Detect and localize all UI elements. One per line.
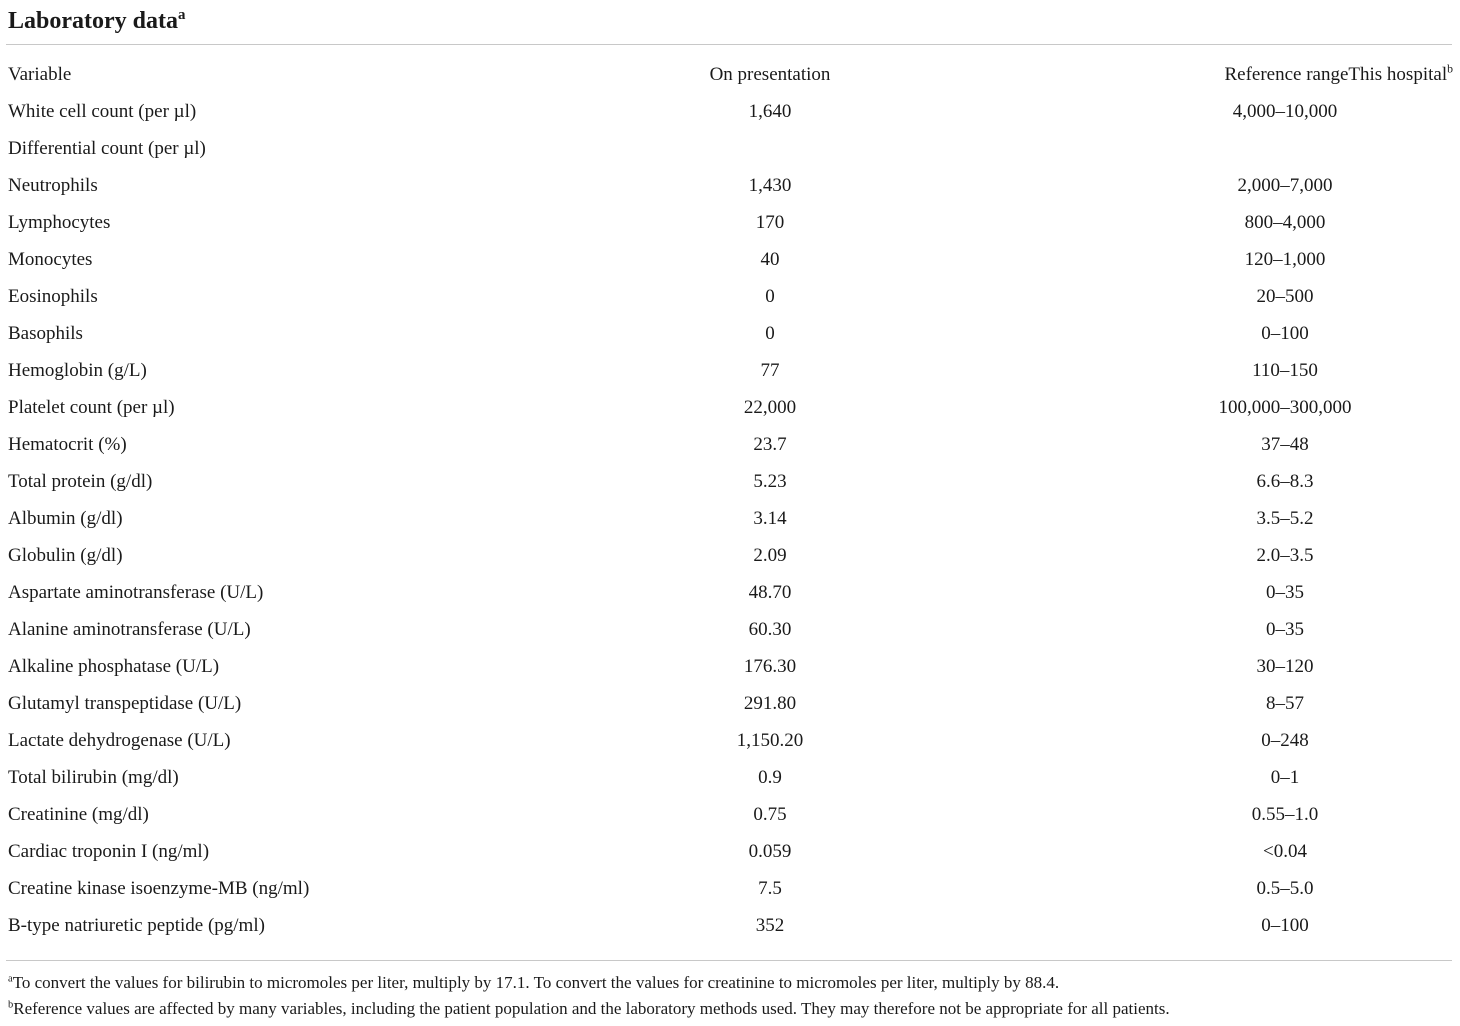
on-presentation-cell: 0.75 bbox=[753, 804, 787, 825]
variable-cell: Hematocrit (%) bbox=[8, 434, 127, 455]
variable-cell: Glutamyl transpeptidase (U/L) bbox=[8, 693, 242, 714]
column-header-reference-range bbox=[920, 56, 1460, 93]
reference-range-cell: 0–100 bbox=[1261, 323, 1309, 344]
table-row bbox=[0, 463, 1460, 500]
on-presentation-cell: 170 bbox=[755, 212, 785, 233]
reference-range-cell: 0–100 bbox=[1261, 915, 1309, 936]
reference-range-cell: 3.5–5.2 bbox=[1256, 508, 1314, 529]
variable-cell: Cardiac troponin I (ng/ml) bbox=[8, 841, 210, 862]
variable-cell: Total protein (g/dl) bbox=[8, 471, 153, 492]
on-presentation-cell: 23.7 bbox=[753, 434, 787, 455]
reference-range-cell: 4,000–10,000 bbox=[1232, 101, 1338, 122]
reference-range-cell bbox=[920, 130, 1460, 167]
table-row bbox=[0, 870, 1460, 907]
column-header-variable: Variable bbox=[8, 64, 72, 85]
table-row bbox=[0, 389, 1460, 426]
footnote-a-text: To convert the values for bilirubin to micromoles per liter, multiply by 17.1. To convert the values for creatinine to micromoles per liter, multiply by 88.4. bbox=[12, 973, 1060, 992]
column-header-on-presentation: On presentation bbox=[709, 64, 831, 85]
table-title-footnote-mark: a bbox=[178, 7, 186, 23]
table-row bbox=[0, 130, 1460, 167]
table-row bbox=[0, 648, 1460, 685]
table-row bbox=[0, 167, 1460, 204]
footnote-b-mark: b bbox=[8, 999, 14, 1011]
table-row bbox=[0, 93, 1460, 130]
table-body bbox=[0, 93, 1460, 944]
variable-cell: Eosinophils bbox=[8, 286, 98, 307]
variable-cell: Monocytes bbox=[8, 249, 93, 270]
variable-cell: Hemoglobin (g/L) bbox=[8, 360, 147, 381]
on-presentation-cell: 0.059 bbox=[748, 841, 792, 862]
variable-cell: Albumin (g/dl) bbox=[8, 508, 123, 529]
table-row bbox=[0, 315, 1460, 352]
reference-range-cell: 0.55–1.0 bbox=[1251, 804, 1319, 825]
reference-range-cell: 0–248 bbox=[1261, 730, 1309, 751]
table-row bbox=[0, 500, 1460, 537]
variable-cell: B-type natriuretic peptide (pg/ml) bbox=[8, 915, 265, 936]
table-row bbox=[0, 907, 1460, 944]
on-presentation-cell: 40 bbox=[760, 249, 780, 270]
top-rule bbox=[6, 44, 1452, 45]
reference-range-cell: 0–35 bbox=[1266, 582, 1304, 603]
table-row bbox=[0, 796, 1460, 833]
table-row bbox=[0, 278, 1460, 315]
on-presentation-cell: 5.23 bbox=[753, 471, 787, 492]
reference-range-cell: 0–35 bbox=[1266, 619, 1304, 640]
variable-cell: Creatinine (mg/dl) bbox=[8, 804, 149, 825]
variable-cell: Globulin (g/dl) bbox=[8, 545, 123, 566]
on-presentation-cell: 0 bbox=[765, 323, 775, 344]
reference-range-cell: 120–1,000 bbox=[1244, 249, 1326, 270]
variable-cell: Creatine kinase isoenzyme-MB (ng/ml) bbox=[8, 878, 310, 899]
reference-range-cell: 8–57 bbox=[1266, 693, 1304, 714]
footnote-a-mark: a bbox=[8, 973, 13, 985]
reference-range-cell: 0.5–5.0 bbox=[1256, 878, 1314, 899]
on-presentation-cell: 1,640 bbox=[748, 101, 792, 122]
table-row bbox=[0, 352, 1460, 389]
on-presentation-cell: 60.30 bbox=[748, 619, 792, 640]
on-presentation-cell: 77 bbox=[760, 360, 780, 381]
on-presentation-cell: 48.70 bbox=[748, 582, 792, 603]
on-presentation-cell: 2.09 bbox=[753, 545, 787, 566]
column-header-reference-text: Reference rangeThis hospital bbox=[1224, 64, 1448, 85]
reference-range-cell: 0–1 bbox=[1270, 767, 1300, 788]
on-presentation-cell: 3.14 bbox=[753, 508, 787, 529]
variable-cell: White cell count (per µl) bbox=[8, 101, 197, 122]
table-row bbox=[0, 722, 1460, 759]
footnote-b bbox=[8, 996, 1454, 1022]
reference-range-cell: 110–150 bbox=[1252, 360, 1318, 381]
table-title bbox=[8, 6, 185, 36]
header-row bbox=[0, 56, 1460, 93]
on-presentation-cell: 176.30 bbox=[743, 656, 797, 677]
reference-range-cell: 2.0–3.5 bbox=[1256, 545, 1314, 566]
reference-range-cell: 37–48 bbox=[1261, 434, 1309, 455]
table-row bbox=[0, 426, 1460, 463]
reference-range-cell: 2,000–7,000 bbox=[1237, 175, 1333, 196]
on-presentation-cell: 0 bbox=[765, 286, 775, 307]
lab-data-table bbox=[0, 56, 1460, 944]
on-presentation-cell bbox=[620, 130, 920, 167]
table-row bbox=[0, 204, 1460, 241]
footnote-b-text: Reference values are affected by many variables, including the patient population and the laboratory methods used. They may therefore not be appropriate for all patients. bbox=[13, 999, 1170, 1018]
table-row bbox=[0, 685, 1460, 722]
variable-cell: Aspartate aminotransferase (U/L) bbox=[8, 582, 264, 603]
bottom-rule bbox=[6, 960, 1452, 961]
on-presentation-cell: 1,430 bbox=[748, 175, 792, 196]
table-row bbox=[0, 537, 1460, 574]
variable-cell: Lymphocytes bbox=[8, 212, 111, 233]
variable-cell: Neutrophils bbox=[8, 175, 98, 196]
variable-cell: Lactate dehydrogenase (U/L) bbox=[8, 730, 231, 751]
variable-cell: Differential count (per µl) bbox=[8, 138, 206, 159]
column-header-reference-footnote-mark: b bbox=[1447, 62, 1453, 76]
footnote-a bbox=[8, 970, 1454, 996]
variable-cell: Total bilirubin (mg/dl) bbox=[8, 767, 179, 788]
footnotes bbox=[8, 970, 1454, 1022]
variable-cell: Basophils bbox=[8, 323, 83, 344]
on-presentation-cell: 291.80 bbox=[743, 693, 797, 714]
variable-cell: Alkaline phosphatase (U/L) bbox=[8, 656, 220, 677]
table-row bbox=[0, 759, 1460, 796]
reference-range-cell: 100,000–300,000 bbox=[1218, 397, 1352, 418]
on-presentation-cell: 0.9 bbox=[758, 767, 782, 788]
table-title-text: Laboratory data bbox=[8, 8, 178, 34]
variable-cell: Alanine aminotransferase (U/L) bbox=[8, 619, 251, 640]
on-presentation-cell: 1,150.20 bbox=[736, 730, 804, 751]
reference-range-cell: 30–120 bbox=[1256, 656, 1314, 677]
on-presentation-cell: 352 bbox=[755, 915, 785, 936]
table-row bbox=[0, 241, 1460, 278]
table-row bbox=[0, 574, 1460, 611]
reference-range-cell: <0.04 bbox=[1263, 841, 1307, 862]
reference-range-cell: 800–4,000 bbox=[1244, 212, 1326, 233]
on-presentation-cell: 22,000 bbox=[743, 397, 797, 418]
table-row bbox=[0, 611, 1460, 648]
on-presentation-cell: 7.5 bbox=[758, 878, 782, 899]
table-row bbox=[0, 833, 1460, 870]
reference-range-cell: 20–500 bbox=[1256, 286, 1314, 307]
variable-cell: Platelet count (per µl) bbox=[8, 397, 175, 418]
reference-range-cell: 6.6–8.3 bbox=[1256, 471, 1314, 492]
